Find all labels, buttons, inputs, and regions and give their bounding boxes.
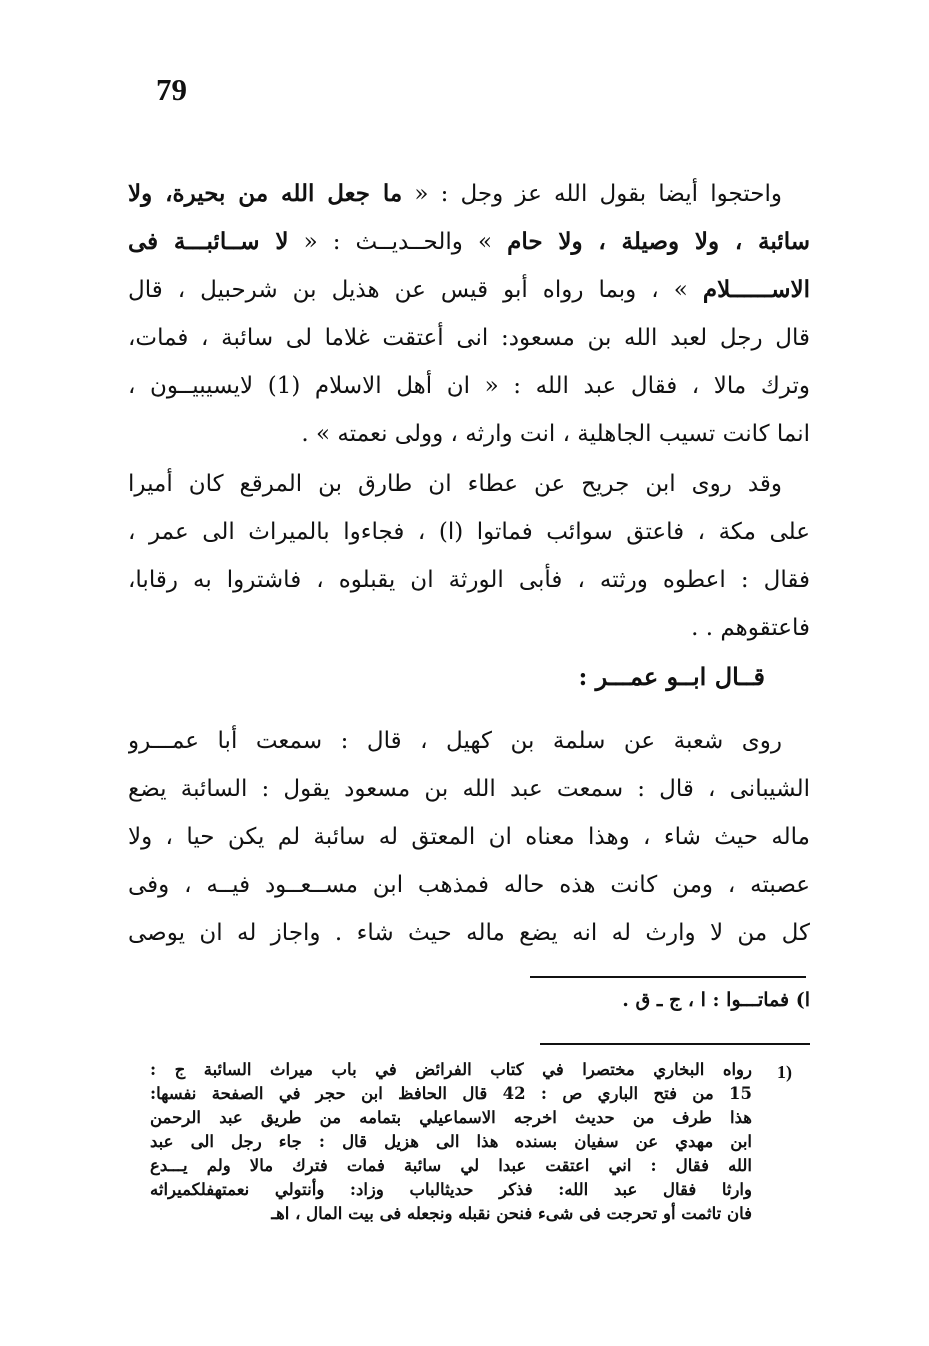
- paragraph-2-line-2: على مكة ، فاعتق سوائب فماتوا (ا) ، فجاءوا بالميراث الى عمر ،: [128, 519, 810, 545]
- paragraph-2: [128, 460, 810, 652]
- paragraph-1-line-3: [128, 266, 810, 314]
- paragraph-1-line-6: انما كانت تسيب الجاهلية ، انت وارثه ، وولى نعمته » .: [301, 421, 810, 447]
- line-1-prefix: واحتجوا أيضا بقول الله عز وجل : «: [414, 181, 782, 207]
- paragraph-3-line-4: عصبته ، ومن كانت هذه حاله فمذهب ابن مســعــود فيــه ، وفى: [128, 872, 810, 898]
- footnote-line-7: فان تاثمت أو تحرجت فى شىء فنحن نقبله ونجعله فى بيت المال ، اهـ: [271, 1204, 752, 1223]
- footnote-line-4: ابن مهدي عن سفيان بسنده هذا الى هزيل قال : جاء رجل الى عبد: [150, 1132, 752, 1151]
- footnote-line-1: رواه البخاري مختصرا في كتاب الفرائض في باب ميراث السائبة ج :: [150, 1060, 752, 1079]
- paragraph-3: [128, 717, 810, 957]
- paragraph-1-line-4: قال رجل لعبد الله بن مسعود: انى أعتقت غلاما لى سائبة ، فمات،: [128, 325, 810, 351]
- hadith-quote-part-2: الاســــــلام: [702, 276, 810, 303]
- footnote-line-6: وارثا فقال عبد الله: فذكر حديثالباب وزاد: وأنتولي نعمتهفلكميراثه: [150, 1180, 752, 1199]
- line-3-rest: » ، وبما رواه أبو قيس عن هذيل بن شرحبيل ، قال: [128, 277, 688, 303]
- paragraph-3-line-3: ماله حيث شاء ، وهذا معناه ان المعتق له سائبة لم يكن حيا ، ولا: [128, 824, 810, 850]
- section-heading: [128, 653, 810, 701]
- paragraph-2-line-1: وقد روى ابن جريح عن عطاء ان طارق بن المرقع كان أميرا: [128, 471, 782, 497]
- footnote-line-5: الله فقال : اني اعتقت عبدا لي سائبة فمات فترك مالا ولم يـــدع: [150, 1156, 752, 1175]
- paragraph-2-line-3: فقال : اعطوه ورثته ، فأبى الورثة ان يقبلوه ، فاشتروا به رقابا،: [128, 567, 810, 593]
- variant-note: ا) فماتـــوا : ا ، ج ـ ق .: [622, 989, 810, 1011]
- footnote: [150, 1058, 752, 1226]
- footnote-divider-1: [530, 976, 806, 978]
- paragraph-1-line-1: [128, 170, 810, 218]
- paragraph-1-line-2: [128, 218, 810, 266]
- quran-quote-part-1: ما جعل الله من بحيرة، ولا: [128, 180, 403, 207]
- section-heading-text: قــال ابــو عمـــر :: [578, 662, 765, 691]
- paragraph-1-line-5: وترك مالا ، فقال عبد الله : « ان أهل الاسلام (1) لايسيبيــون ،: [128, 373, 810, 399]
- paragraph-2-line-4: فاعتقوهم . .: [691, 615, 810, 641]
- line-2-middle: » والحــديــث : «: [303, 229, 493, 255]
- footnote-line-3: هذا طرف من حديث اخرجه الاسماعيلي بتمامه من طريق عبد الرحمن: [150, 1108, 752, 1127]
- footnote-marker: 1): [777, 1062, 792, 1082]
- paragraph-3-line-1: روى شعبة عن سلمة بن كهيل ، قال : سمعت أبا عمـــرو: [128, 728, 782, 754]
- footnote-line-2: 15 من فتح الباري ص : 42 قال الحافظ ابن حجر في الصفحة نفسها:: [150, 1084, 752, 1103]
- paragraph-3-line-2: الشيبانى ، قال : سمعت عبد الله بن مسعود يقول : السائبة يضع: [128, 776, 810, 802]
- hadith-quote-part-1: لا ســائبـــة فى: [128, 228, 289, 255]
- footnote-divider-2: [540, 1043, 810, 1045]
- paragraph-1: [128, 170, 810, 458]
- quran-quote-part-2: سائبة ، ولا وصيلة ، ولا حام: [507, 228, 810, 255]
- page-number: 79: [156, 72, 187, 107]
- paragraph-3-line-5: كل من لا وارث له انه يضع ماله حيث شاء . واجاز له ان يوصى: [128, 920, 810, 946]
